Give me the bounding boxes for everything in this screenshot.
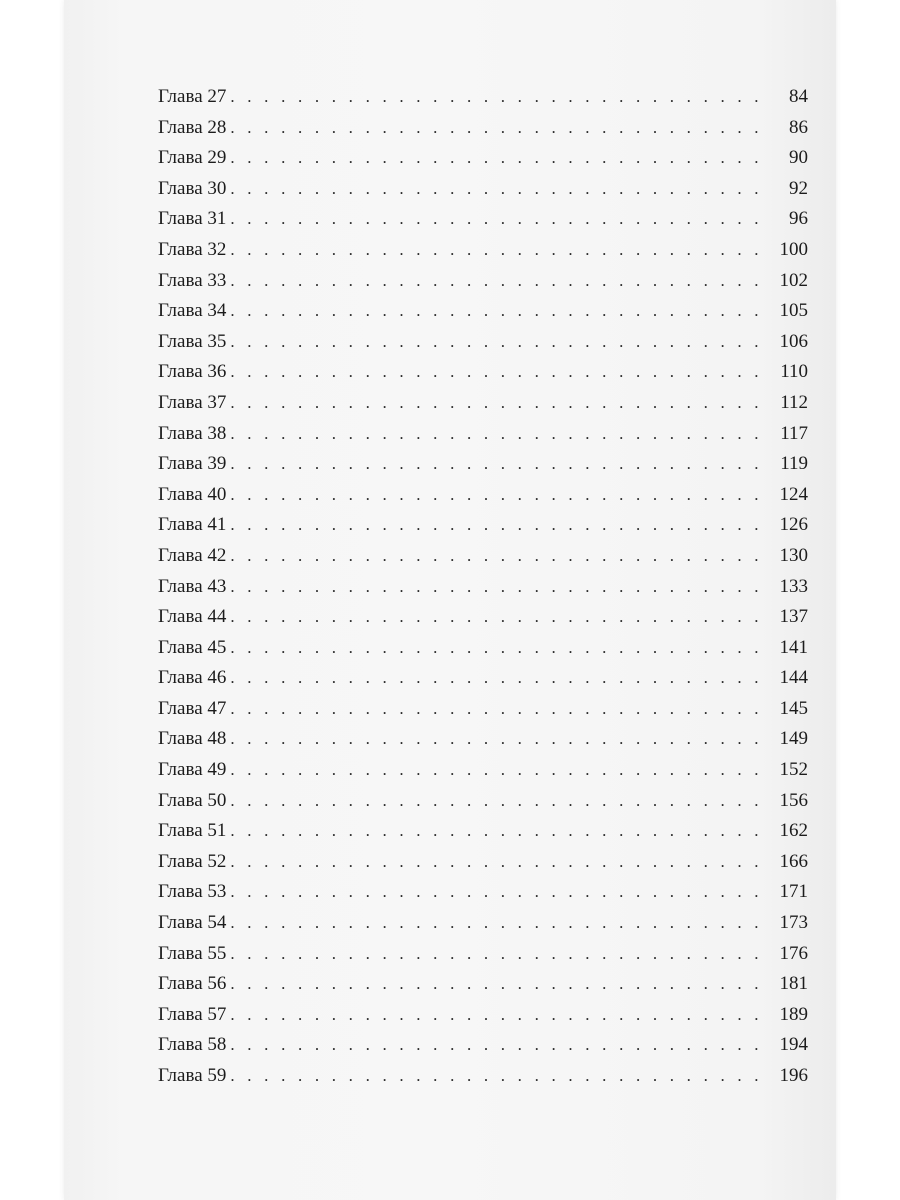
page-number: 100: [779, 238, 808, 260]
dot-leader: [230, 638, 770, 658]
page-number: 102: [779, 269, 808, 291]
toc-entry: [158, 147, 808, 178]
chapter-title: Глава 59: [158, 1065, 227, 1086]
toc-entry: [158, 576, 808, 607]
dot-leader: [230, 424, 770, 444]
page-number: 124: [779, 483, 808, 505]
chapter-title: Глава 38: [158, 422, 227, 444]
page-number: 156: [779, 789, 808, 811]
chapter-title: Глава 48: [158, 728, 227, 750]
toc-entry: [158, 728, 808, 759]
chapter-title: Глава 36: [158, 361, 227, 383]
page-number: 171: [779, 881, 808, 903]
page-number: 181: [779, 973, 808, 995]
chapter-title: Глава 43: [158, 575, 227, 597]
dot-leader: [230, 332, 770, 352]
toc-entry: [158, 361, 808, 392]
toc-entry: [158, 86, 808, 117]
toc-entry: [158, 514, 808, 545]
chapter-title: Глава 45: [158, 636, 227, 658]
page-number: 176: [779, 942, 808, 964]
chapter-title: Глава 32: [158, 238, 227, 260]
toc-entry: [158, 331, 808, 362]
chapter-title: Глава 33: [158, 269, 227, 291]
toc-entry: [158, 178, 808, 209]
dot-leader: [230, 485, 770, 505]
page-number: 130: [779, 544, 808, 566]
chapter-title: Глава 51: [158, 820, 227, 842]
toc-entry: [158, 484, 808, 515]
dot-leader: [230, 821, 770, 841]
chapter-title: Глава 44: [158, 606, 227, 628]
dot-leader: [230, 118, 770, 138]
dot-leader: [230, 515, 770, 535]
dot-leader: [230, 87, 770, 107]
dot-leader: [230, 1035, 770, 1055]
page-number: 173: [779, 912, 808, 934]
page-number: 86: [789, 116, 808, 138]
page-number: 194: [779, 1034, 808, 1056]
toc-entry: [158, 453, 808, 484]
dot-leader: [230, 301, 770, 321]
toc-entry: [158, 117, 808, 148]
dot-leader: [230, 699, 770, 719]
chapter-title: Глава 40: [158, 483, 227, 505]
dot-leader: [230, 882, 770, 902]
dot-leader: [230, 240, 770, 260]
page-number: 92: [789, 177, 808, 199]
toc-entry: [158, 606, 808, 637]
toc-entry: [158, 1034, 808, 1065]
page-number: 90: [789, 147, 808, 169]
dot-leader: [230, 974, 770, 994]
page-number: 141: [779, 636, 808, 658]
page-number: 196: [779, 1065, 808, 1086]
toc-entry: [158, 208, 808, 239]
dot-leader: [230, 577, 770, 597]
page-number: 145: [779, 697, 808, 719]
toc-entry: [158, 698, 808, 729]
dot-leader: [230, 362, 770, 382]
chapter-title: Глава 28: [158, 116, 227, 138]
chapter-title: Глава 27: [158, 86, 227, 107]
chapter-title: Глава 42: [158, 544, 227, 566]
chapter-title: Глава 29: [158, 147, 227, 169]
chapter-title: Глава 58: [158, 1034, 227, 1056]
toc-entry: [158, 545, 808, 576]
chapter-title: Глава 52: [158, 850, 227, 872]
chapter-title: Глава 53: [158, 881, 227, 903]
page-number: 110: [780, 361, 808, 383]
chapter-title: Глава 41: [158, 514, 227, 536]
toc-entry: [158, 667, 808, 698]
chapter-title: Глава 49: [158, 759, 227, 781]
dot-leader: [230, 271, 770, 291]
dot-leader: [230, 179, 770, 199]
chapter-title: Глава 54: [158, 912, 227, 934]
dot-leader: [230, 668, 770, 688]
chapter-title: Глава 37: [158, 391, 227, 413]
chapter-title: Глава 34: [158, 300, 227, 322]
chapter-title: Глава 30: [158, 177, 227, 199]
page-number: 144: [779, 667, 808, 689]
page-number: 106: [779, 330, 808, 352]
dot-leader: [230, 729, 770, 749]
page-number: 133: [779, 575, 808, 597]
toc-entry: [158, 912, 808, 943]
page-number: 117: [780, 422, 808, 444]
dot-leader: [230, 209, 770, 229]
page-number: 105: [779, 300, 808, 322]
dot-leader: [230, 791, 770, 811]
chapter-title: Глава 47: [158, 697, 227, 719]
page-number: 149: [779, 728, 808, 750]
page-number: 152: [779, 759, 808, 781]
chapter-title: Глава 35: [158, 330, 227, 352]
dot-leader: [230, 944, 770, 964]
chapter-title: Глава 57: [158, 1003, 227, 1025]
page-number: 119: [780, 453, 808, 475]
chapter-title: Глава 56: [158, 973, 227, 995]
page-number: 162: [779, 820, 808, 842]
toc-entry: [158, 300, 808, 331]
dot-leader: [230, 607, 770, 627]
page-number: 189: [779, 1003, 808, 1025]
dot-leader: [230, 454, 770, 474]
dot-leader: [230, 148, 770, 168]
chapter-title: Глава 50: [158, 789, 227, 811]
page-number: 96: [789, 208, 808, 230]
page-number: 112: [780, 391, 808, 413]
dot-leader: [230, 852, 770, 872]
toc-entry: [158, 1065, 808, 1096]
toc-entry: [158, 881, 808, 912]
page-number: 84: [789, 86, 808, 107]
dot-leader: [230, 1005, 770, 1025]
page-number: 137: [779, 606, 808, 628]
toc-entry: [158, 851, 808, 882]
toc-entry: [158, 790, 808, 821]
toc-entry: [158, 270, 808, 301]
dot-leader: [230, 1066, 770, 1086]
table-of-contents: [158, 86, 808, 1096]
toc-entry: [158, 820, 808, 851]
page-number: 166: [779, 850, 808, 872]
chapter-title: Глава 55: [158, 942, 227, 964]
toc-entry: [158, 1004, 808, 1035]
chapter-title: Глава 31: [158, 208, 227, 230]
chapter-title: Глава 46: [158, 667, 227, 689]
toc-entry: [158, 239, 808, 270]
dot-leader: [230, 393, 770, 413]
chapter-title: Глава 39: [158, 453, 227, 475]
dot-leader: [230, 546, 770, 566]
dot-leader: [230, 913, 770, 933]
toc-entry: [158, 423, 808, 454]
toc-entry: [158, 759, 808, 790]
toc-entry: [158, 637, 808, 668]
dot-leader: [230, 760, 770, 780]
page-number: 126: [779, 514, 808, 536]
toc-entry: [158, 973, 808, 1004]
toc-entry: [158, 392, 808, 423]
toc-entry: [158, 943, 808, 974]
